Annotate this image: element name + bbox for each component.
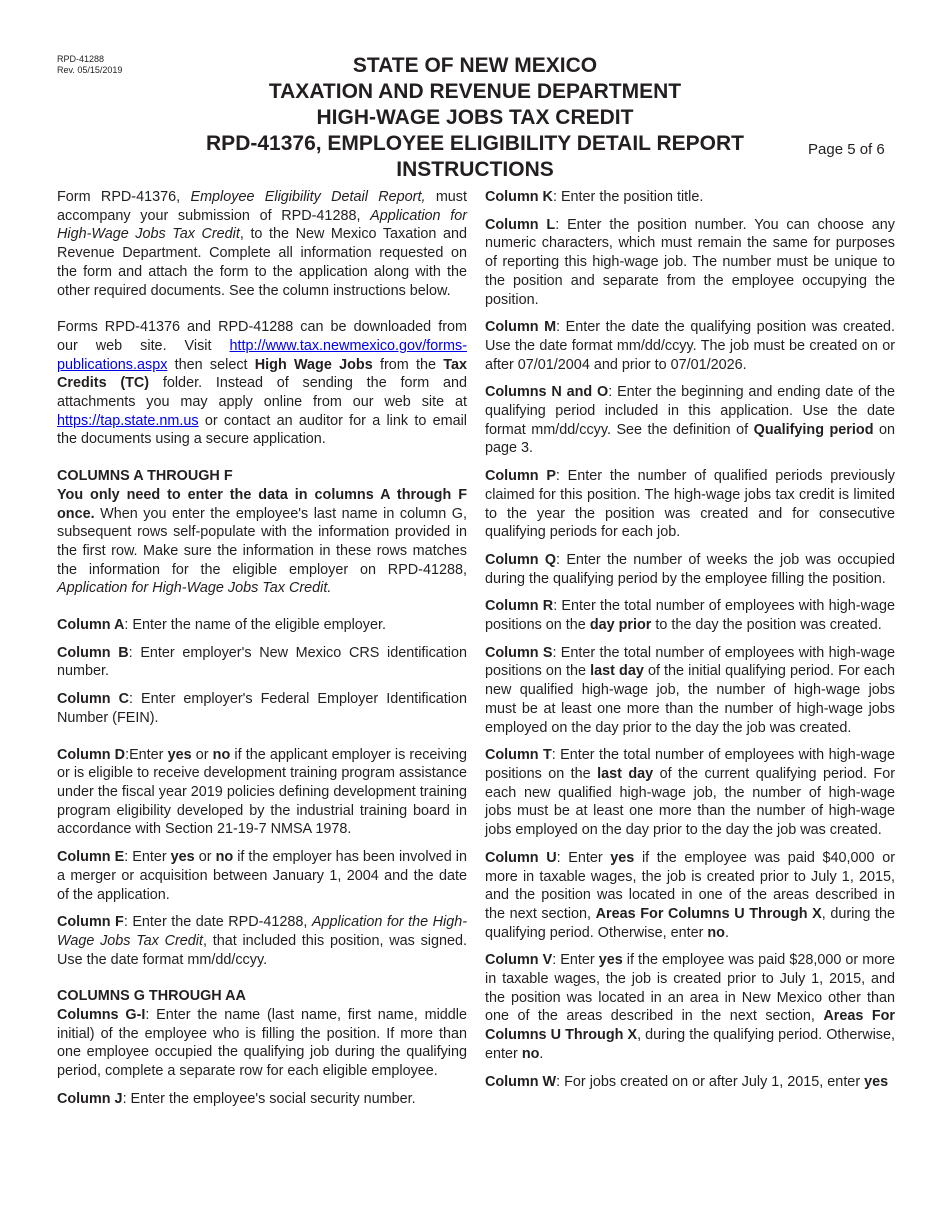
bold-text: Column W: [485, 1073, 557, 1090]
column-r-instruction: [485, 597, 895, 634]
column-w-instruction: [485, 1073, 895, 1092]
bold-text: yes: [598, 952, 623, 969]
italic-text: Employee Eligibility Detail Report,: [190, 189, 426, 205]
text-run: : Enter the beginning and ending date of the qualifying period included in this application. Use the date format mm/dd/ccyy. See the definition of: [485, 384, 895, 438]
column-s-instruction: [485, 644, 895, 738]
column-b-instruction: [57, 644, 467, 681]
text-run: : Enter: [556, 849, 611, 866]
column-e-instruction: [57, 848, 467, 904]
text-run: Form RPD-41376,: [57, 189, 191, 205]
column-v-instruction: [485, 951, 895, 1063]
column-q-instruction: [485, 551, 895, 588]
bold-text: Column S: [485, 644, 553, 661]
bold-text: Column B: [57, 644, 129, 661]
text-run: Forms RPD-41376 and RPD-41288 can be downloaded from our web site. Visit: [57, 319, 467, 354]
text-run: : Enter the date RPD-41288,: [123, 914, 312, 931]
column-u-instruction: [485, 849, 895, 943]
column-d-instruction: [57, 746, 467, 840]
bold-text: Column K: [485, 189, 553, 205]
text-run: :Enter: [125, 746, 168, 763]
text-run: : Enter the total number of employees with high-wage positions on the: [485, 747, 895, 782]
italic-text: Application for High-Wage Jobs Tax Credit.: [57, 580, 332, 597]
text-run: of the initial qualifying period. For each new qualified high-wage job, the number of high-wage jobs must be at least one more than the number of high-wage jobs employed on the day prior to the day the job was created.: [485, 663, 895, 736]
text-run: : Enter the total number of employees with high-wage positions on the: [485, 644, 896, 680]
bold-text: yes: [167, 746, 192, 763]
bold-text: last day: [597, 765, 654, 782]
section-heading-a-f: COLUMNS A THROUGH F: [57, 468, 233, 485]
page-number: Page 5 of 6: [808, 141, 885, 158]
form-number: RPD-41288: [57, 54, 105, 64]
text-run: : Enter the position title.: [552, 189, 704, 205]
form-id-block: [57, 54, 122, 76]
intro-paragraph: [57, 188, 467, 300]
bold-text: High Wage Jobs: [254, 356, 373, 373]
title-line-4: RPD-41376, EMPLOYEE ELIGIBILITY DETAIL REPORT: [206, 132, 744, 155]
bold-text: yes: [170, 849, 195, 866]
column-j-instruction: [57, 1090, 467, 1109]
bold-text: You only need to enter the data in columns A through F once.: [57, 486, 467, 522]
web-link[interactable]: https://tap.state.nm.us: [57, 412, 199, 429]
text-run: : For jobs created on or after July 1, 2015, enter: [556, 1073, 865, 1090]
bold-text: Columns N and O: [485, 384, 609, 401]
column-k-instruction: [485, 188, 895, 207]
bold-text: Tax Credits (TC): [57, 356, 467, 392]
bold-text: Column M: [485, 319, 557, 336]
text-run: or contact an auditor for a link to email the documents using a secure application.: [57, 412, 467, 448]
column-p-instruction: [485, 467, 895, 542]
text-run: , to the New Mexico Taxation and Revenue Department. Complete all information requested on the form and attach the form to the application along with the other required documents. See the column instructions below.: [57, 226, 467, 299]
bold-text: Column C: [57, 691, 129, 708]
right-column: [485, 188, 895, 1100]
text-run: , that included this position, was signed. Use the date format mm/dd/ccyy.: [57, 932, 468, 968]
bold-text: Column Q: [485, 551, 557, 568]
text-run: .: [539, 1045, 544, 1062]
bold-text: Column P: [485, 468, 556, 485]
text-run: : Enter: [124, 849, 171, 866]
column-c-instruction: [57, 690, 467, 727]
revision-date: Rev. 05/15/2019: [57, 65, 123, 75]
text-run: : Enter the name of the eligible employer.: [124, 617, 387, 634]
title-line-5: INSTRUCTIONS: [396, 158, 554, 181]
text-run: if the applicant employer is receiving or is eligible to receive development training program assistance under the fiscal year 2019 policies defining development training program eligibility developed by the industrial training board in accordance with Section 21-19-7 NMSA 1978.: [57, 746, 467, 838]
bold-text: Column F: [57, 914, 124, 931]
bold-text: Columns G-I: [57, 1007, 146, 1024]
bold-text: no: [521, 1045, 540, 1062]
title-line-1: STATE OF NEW MEXICO: [352, 54, 598, 77]
italic-text: Application for the High-Wage Jobs Tax Credit: [57, 914, 467, 949]
text-run: : Enter employer's Federal Employer Identification Number (FEIN).: [57, 691, 468, 726]
bold-text: no: [212, 746, 231, 763]
title-line-3: HIGH-WAGE JOBS TAX CREDIT: [316, 106, 634, 129]
text-run: or: [194, 849, 216, 866]
text-run: , during the qualifying period. Otherwise, enter: [485, 1027, 896, 1062]
column-a-instruction: [57, 616, 467, 635]
text-run: : Enter the number of qualified periods previously claimed for this position. The high-wage jobs tax credit is limited to the year the position was created and for consecutive qualifying periods for each job.: [485, 468, 895, 541]
bold-text: yes: [610, 849, 635, 866]
bold-text: Column D: [57, 746, 126, 763]
page-title: [150, 53, 800, 183]
text-run: : Enter the name (last name, first name, middle initial) of the employee who is filling the position. If more than one employee occupied the qualifying job during the qualifying period, complete a separate row for each eligible employee.: [57, 1007, 467, 1080]
text-run: : Enter: [552, 952, 599, 969]
text-run: from the: [372, 356, 444, 373]
bold-text: Column T: [485, 747, 552, 764]
column-t-instruction: [485, 746, 895, 840]
column-l-instruction: [485, 216, 895, 310]
text-run: .: [724, 924, 729, 941]
bold-text: Column R: [485, 598, 554, 615]
column-m-instruction: [485, 318, 895, 374]
bold-text: Column L: [485, 216, 556, 233]
text-run: or: [191, 746, 213, 763]
text-run: must accompany your submission of RPD-41288,: [57, 189, 468, 224]
bold-text: no: [215, 849, 234, 866]
left-column: [57, 188, 467, 1118]
text-run: When you enter the employee's last name in column G, subsequent rows self-populate with the information provided in the first row. Make sure the information in these rows matches the information for the eligible employer on RPD-41288,: [57, 505, 467, 578]
section-text-a-f: [57, 486, 467, 598]
text-run: : Enter the number of weeks the job was occupied during the qualifying period by the employee filling the position.: [485, 551, 896, 587]
bold-text: Column U: [485, 849, 557, 866]
text-run: folder. Instead of sending the form and attachments you may apply online from our web site at: [57, 375, 467, 411]
bold-text: day prior: [589, 617, 652, 634]
text-run: if the employee was paid $28,000 or more in taxable wages, the job is created prior to July 1, 2015, and the position was located in an area in New Mexico other than one of the areas described in the next section,: [485, 952, 896, 1025]
column-g-i-instruction: [57, 1006, 467, 1081]
text-run: if the employee was paid $40,000 or more in taxable wages, the job is created prior to July 1, 2015, and the position was located in one of the areas described in the next section,: [485, 849, 896, 922]
bold-text: Column A: [57, 617, 125, 634]
bold-text: yes: [864, 1073, 889, 1090]
bold-text: no: [707, 924, 725, 941]
web-link[interactable]: http://www.tax.newmexico.gov/forms-publications.aspx: [57, 337, 467, 373]
column-n-o-instruction: [485, 383, 895, 458]
text-run: if the employer has been involved in a merger or acquisition between January 1, 2004 and the date of the application.: [57, 849, 468, 903]
bold-text: Areas For Columns U Through X: [595, 905, 822, 922]
bold-text: Areas For Columns U Through X: [485, 1008, 895, 1044]
text-run: on page 3.: [485, 421, 895, 457]
text-run: : Enter the position number. You can choose any numeric characters, which must remain the same for purposes of reporting this high-wage job. The number must be unique to the position and separate from the employee occupying the position.: [485, 216, 895, 308]
bold-text: last day: [590, 663, 644, 680]
text-run: then select: [167, 356, 255, 373]
bold-text: Column V: [485, 952, 553, 969]
text-run: : Enter employer's New Mexico CRS identification number.: [57, 644, 468, 680]
text-run: : Enter the date the qualifying position was created. Use the date format mm/dd/ccyy. The job must be created on or after 07/01/2004 and prior to 07/01/2026.: [485, 319, 895, 373]
italic-text: Application for High-Wage Jobs Tax Credit: [57, 207, 467, 243]
download-paragraph: [57, 318, 467, 449]
column-f-instruction: [57, 913, 467, 969]
bold-text: Column E: [57, 849, 125, 866]
title-line-2: TAXATION AND REVENUE DEPARTMENT: [268, 80, 682, 103]
text-run: of the current qualifying period. For each new qualified high-wage job, the number of high-wage jobs must be at least one more than the number of high-wage jobs employed on the day prior to the day the job was created.: [485, 765, 895, 839]
text-run: : Enter the employee's social security number.: [122, 1090, 416, 1107]
text-run: : Enter the total number of employees with high-wage positions on the: [485, 598, 895, 634]
bold-text: Qualifying period: [753, 421, 874, 438]
text-run: to the day the position was created.: [651, 617, 882, 634]
text-run: , during the qualifying period. Otherwise, enter: [485, 905, 895, 941]
bold-text: Column J: [57, 1090, 123, 1107]
section-heading-g-aa: COLUMNS G THROUGH AA: [57, 988, 246, 1005]
